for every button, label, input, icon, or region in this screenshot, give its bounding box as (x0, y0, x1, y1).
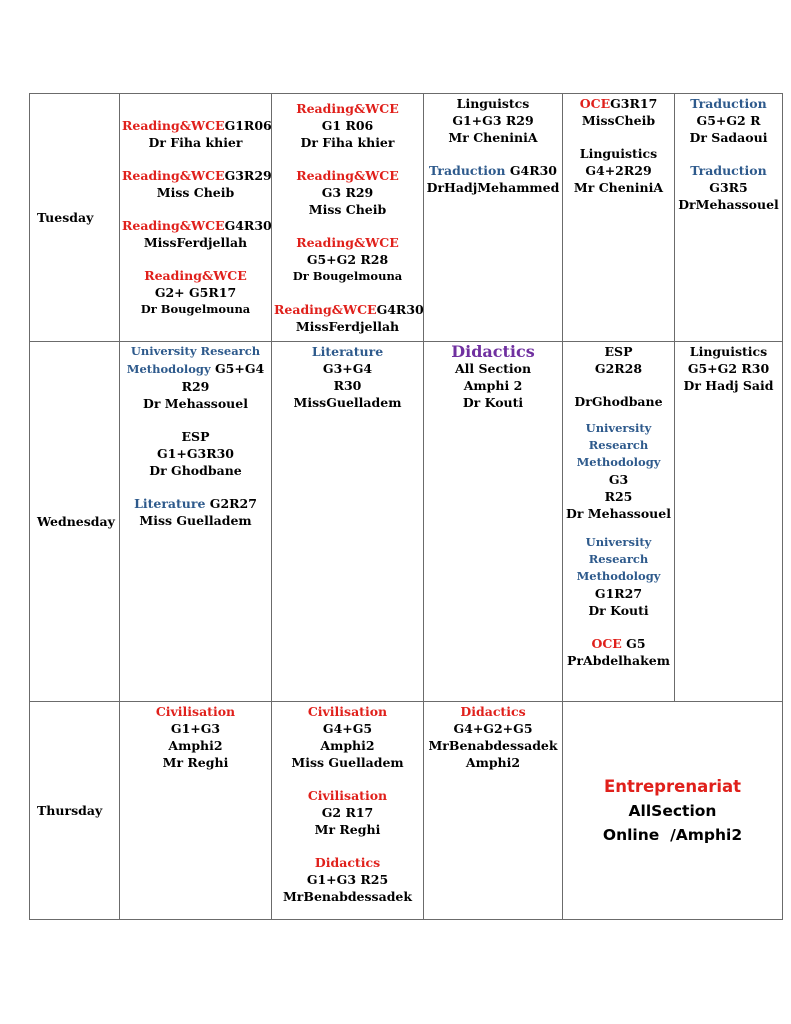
course-name: Reading&WCE (144, 268, 247, 283)
group-room: G5 (621, 636, 646, 651)
group-room: G2R28 (594, 361, 643, 376)
group-room: G1 R06 (321, 118, 374, 133)
group-room: R29 (181, 379, 210, 394)
teacher: Dr Bougelmouna (140, 302, 251, 316)
group-room: G4R30 (224, 218, 272, 233)
group-room: G2R27 (205, 496, 257, 511)
cell-thursday-2 (272, 702, 424, 920)
day-label: Wednesday (30, 342, 120, 702)
course-name: Civilisation (307, 788, 388, 803)
group-room: G3R29 (224, 168, 272, 183)
group-room: G4R30 (505, 163, 557, 178)
teacher: Dr Mehassouel (143, 396, 248, 411)
cell-tuesday-5 (675, 94, 783, 342)
cell-wednesday-4 (563, 342, 675, 702)
group-room: G5+G2 R28 (306, 252, 389, 267)
group-room: R30 (333, 378, 362, 393)
course-name: Reading&WCE (122, 168, 225, 183)
course-name: University (585, 535, 652, 549)
course-name: Traduction (429, 163, 506, 178)
mode-room: Online /Amphi2 (602, 825, 743, 844)
teacher: Dr Ghodbane (149, 463, 242, 478)
course-name: Reading&WCE (296, 235, 399, 250)
group-room: G3R17 (610, 96, 658, 111)
row-thursday (30, 702, 783, 920)
group-room: Amphi2 (320, 738, 375, 753)
course-name: Linguistcs (456, 96, 530, 111)
day-label: Tuesday (30, 94, 120, 342)
teacher: MissFerdjellah (143, 235, 248, 250)
course-name: Reading&WCE (122, 118, 225, 133)
cell-tuesday-2 (272, 94, 424, 342)
teacher: Mr Reghi (314, 822, 381, 837)
course-name: Research (588, 438, 649, 452)
teacher: Miss Guelladem (291, 755, 404, 770)
teacher: Miss Guelladem (139, 513, 252, 528)
course-name: University Research (130, 344, 261, 358)
group-room: G5+G4 (210, 361, 265, 376)
course-name: Literature (311, 344, 384, 359)
group-room: All Section (454, 361, 532, 376)
group-room: G3 (608, 472, 629, 487)
group-room: R25 (604, 489, 633, 504)
group-room: G1+G3 R29 (452, 113, 534, 128)
group-room: G5+G2 R (696, 113, 761, 128)
course-name: ESP (604, 344, 633, 359)
group-room: G4+G5 (322, 721, 373, 736)
course-name: University (585, 421, 652, 435)
group-room: G1R06 (224, 118, 272, 133)
day-label: Thursday (30, 702, 120, 920)
course-name: Methodology (576, 455, 661, 469)
teacher: Dr Fiha khier (300, 135, 395, 150)
teacher: DrGhodbane (574, 394, 663, 409)
teacher: Dr Kouti (462, 395, 524, 410)
course-name: OCE (591, 636, 622, 651)
teacher: Mr CheniniA (573, 180, 664, 195)
course-name: Didactics (314, 855, 381, 870)
course-name: Didactics (460, 704, 526, 719)
course-name: Reading&WCE (296, 168, 399, 183)
group-room: G2 R17 (321, 805, 374, 820)
group-room: G3+G4 (322, 361, 373, 376)
teacher: Dr Kouti (588, 603, 649, 618)
teacher: MissCheib (581, 113, 656, 128)
cell-wednesday-5 (675, 342, 783, 702)
cell-wednesday-2 (272, 342, 424, 702)
teacher: Dr Fiha khier (148, 135, 243, 150)
group-room: G1+G3R30 (156, 446, 234, 461)
cell-thursday-1 (120, 702, 272, 920)
course-name: Traduction (690, 96, 767, 111)
group-room: AllSection (628, 801, 717, 820)
teacher: Mr CheniniA (448, 130, 538, 145)
teacher: Miss Cheib (156, 185, 235, 200)
teacher: Dr Sadaoui (689, 130, 768, 145)
row-wednesday (30, 342, 783, 702)
cell-thursday-45 (563, 702, 783, 920)
course-name: Entreprenariat (603, 776, 742, 796)
course-name: Reading&WCE (296, 101, 399, 116)
teacher: Mr Reghi (162, 755, 229, 770)
cell-thursday-3 (424, 702, 563, 920)
course-name: Didactics (451, 342, 535, 361)
course-name: Reading&WCE (122, 218, 225, 233)
teacher: Dr Bougelmouna (292, 269, 403, 283)
course-name: Civilisation (155, 704, 236, 719)
timetable (29, 93, 783, 920)
group-room: G1+G3 (170, 721, 221, 736)
group-room: Amphi 2 (463, 378, 523, 393)
group-room: G5+G2 R30 (687, 361, 770, 376)
teacher: Miss Cheib (308, 202, 387, 217)
teacher: DrHadjMehammed (426, 180, 560, 195)
course-name: Methodology (126, 362, 211, 376)
course-name: Linguistics (579, 146, 658, 161)
course-name: Linguistics (689, 344, 768, 359)
group-room: Amphi2 (168, 738, 223, 753)
course-name: Literature (134, 496, 206, 511)
group-room: G1+G3 R25 (306, 872, 389, 887)
course-name: Reading&WCE (274, 302, 377, 317)
teacher: Dr Mehassouel (566, 506, 671, 521)
teacher: MrBenabdessadek (428, 738, 558, 753)
cell-wednesday-3 (424, 342, 563, 702)
course-name: OCE (579, 96, 611, 111)
course-name: Methodology (576, 569, 661, 583)
teacher: MrBenabdessadek (282, 889, 413, 904)
row-tuesday (30, 94, 783, 342)
group-room: G4+2R29 (585, 163, 652, 178)
group-room: G4R30 (376, 302, 424, 317)
teacher: PrAbdelhakem (567, 653, 670, 668)
teacher: MissFerdjellah (295, 319, 400, 334)
group-room: G1R27 (594, 586, 643, 601)
course-name: Research (588, 552, 649, 566)
group-room: G3R5 (709, 180, 748, 195)
group-room: Amphi2 (465, 755, 521, 770)
cell-wednesday-1 (120, 342, 272, 702)
cell-tuesday-3 (424, 94, 563, 342)
course-name: Traduction (690, 163, 767, 178)
group-room: G3 R29 (321, 185, 374, 200)
teacher: MissGuelladem (293, 395, 402, 410)
course-name: Civilisation (307, 704, 388, 719)
course-name: ESP (181, 429, 210, 444)
cell-tuesday-4 (563, 94, 675, 342)
teacher: Dr Hadj Said (683, 378, 774, 393)
group-room: G4+G2+G5 (453, 721, 533, 736)
cell-tuesday-1 (120, 94, 272, 342)
group-room: G2+ G5R17 (154, 285, 237, 300)
teacher: DrMehassouel (678, 197, 779, 212)
